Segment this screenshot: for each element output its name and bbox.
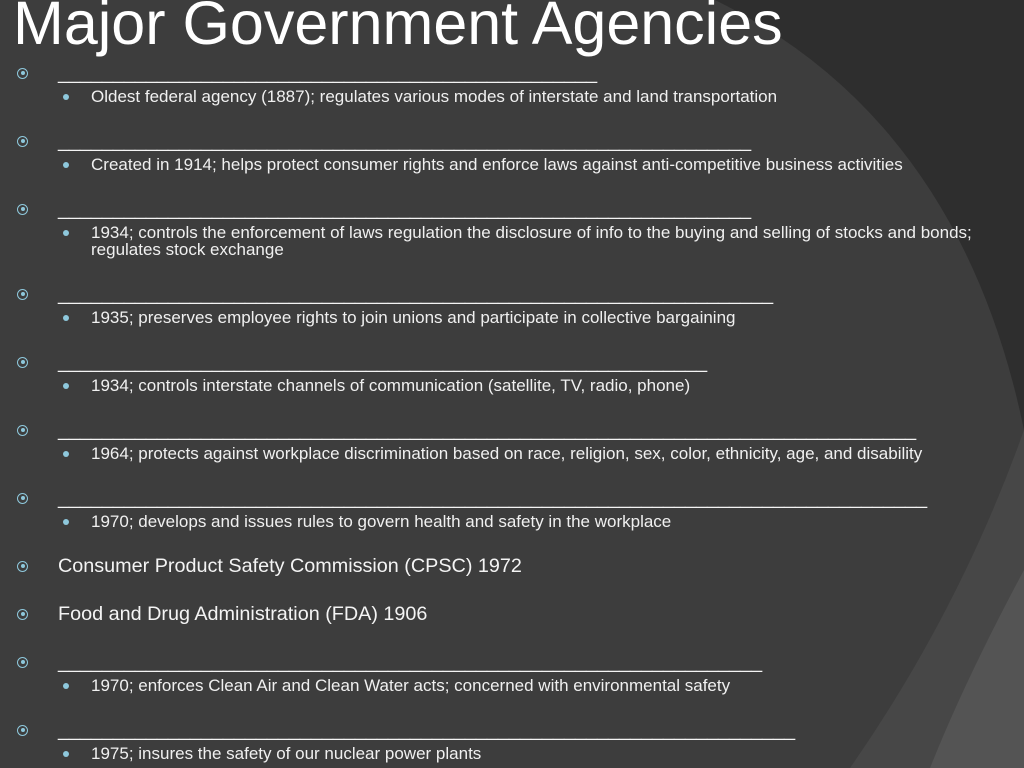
agency-description <box>0 445 1024 462</box>
agency-name-text: ___________________________________________________________________ <box>58 719 796 741</box>
slide-title: Major Government Agencies <box>13 0 783 57</box>
circled-dot-bullet-icon <box>17 357 28 368</box>
list-item <box>0 282 1024 326</box>
circled-dot-bullet-icon <box>17 68 28 79</box>
agency-name-text: _________________________________________________________________ <box>58 283 774 305</box>
agency-name-text: ________________________________________________________________ <box>58 651 763 673</box>
agency-name <box>0 197 1024 221</box>
agency-description <box>0 677 1024 694</box>
agency-description-text: 1964; protects against workplace discrimination based on race, religion, sex, color, ethnicity, age, and disability <box>91 444 923 463</box>
agency-description <box>0 224 1024 258</box>
agency-description-text: 1934; controls interstate channels of communication (satellite, TV, radio, phone) <box>91 376 691 395</box>
circled-dot-bullet-icon <box>17 657 28 668</box>
dot-bullet-icon <box>63 751 69 757</box>
dot-bullet-icon <box>63 230 69 236</box>
agency-name-text: ___________________________________________________________ <box>58 351 708 373</box>
agency-name <box>0 602 1024 626</box>
agency-name <box>0 61 1024 85</box>
list-item <box>0 61 1024 105</box>
circled-dot-bullet-icon <box>17 609 28 620</box>
agency-description-text: 1975; insures the safety of our nuclear power plants <box>91 744 482 763</box>
agency-name-text: Consumer Product Safety Commission (CPSC) 1972 <box>58 555 522 577</box>
dot-bullet-icon <box>63 519 69 525</box>
circled-dot-bullet-icon <box>17 561 28 572</box>
agency-name <box>0 282 1024 306</box>
list-item <box>0 554 1024 578</box>
agency-description <box>0 156 1024 173</box>
list-item <box>0 350 1024 394</box>
circled-dot-bullet-icon <box>17 289 28 300</box>
dot-bullet-icon <box>63 315 69 321</box>
agency-description-text: Oldest federal agency (1887); regulates various modes of interstate and land transportation <box>91 87 778 106</box>
agency-description <box>0 88 1024 105</box>
agency-name <box>0 650 1024 674</box>
dot-bullet-icon <box>63 383 69 389</box>
list-item <box>0 486 1024 530</box>
dot-bullet-icon <box>63 94 69 100</box>
circled-dot-bullet-icon <box>17 725 28 736</box>
list-item <box>0 718 1024 762</box>
agency-name-text: _________________________________________________ <box>58 62 598 84</box>
circled-dot-bullet-icon <box>17 204 28 215</box>
agency-description <box>0 309 1024 326</box>
agency-name <box>0 129 1024 153</box>
agency-name <box>0 718 1024 742</box>
agency-name <box>0 554 1024 578</box>
list-item <box>0 197 1024 258</box>
agency-description <box>0 745 1024 762</box>
agency-name-text: ______________________________________________________________________________ <box>58 419 917 441</box>
circled-dot-bullet-icon <box>17 425 28 436</box>
circled-dot-bullet-icon <box>17 493 28 504</box>
agency-description-text: 1970; enforces Clean Air and Clean Water acts; concerned with environmental safety <box>91 676 731 695</box>
list-item <box>0 602 1024 626</box>
agency-name-text: Food and Drug Administration (FDA) 1906 <box>58 603 428 625</box>
circled-dot-bullet-icon <box>17 136 28 147</box>
agency-description-text: 1935; preserves employee rights to join unions and participate in collective bargaining <box>91 308 736 327</box>
agency-name-text: _______________________________________________________________ <box>58 198 752 220</box>
agency-name <box>0 418 1024 442</box>
agency-description-text: 1970; develops and issues rules to govern health and safety in the workplace <box>91 512 672 531</box>
agency-description <box>0 377 1024 394</box>
dot-bullet-icon <box>63 162 69 168</box>
agency-name-text: _______________________________________________________________ <box>58 130 752 152</box>
agency-name-text: _______________________________________________________________________________ <box>58 487 928 509</box>
agency-name <box>0 486 1024 510</box>
list-item <box>0 129 1024 173</box>
agency-name <box>0 350 1024 374</box>
dot-bullet-icon <box>63 451 69 457</box>
agency-description-text: 1934; controls the enforcement of laws regulation the disclosure of info to the buying and selling of stocks and bonds; regulates stock exchange <box>91 223 972 259</box>
list-item <box>0 418 1024 462</box>
dot-bullet-icon <box>63 683 69 689</box>
list-item <box>0 650 1024 694</box>
agency-list <box>0 61 1024 762</box>
agency-description-text: Created in 1914; helps protect consumer rights and enforce laws against anti-competitive business activities <box>91 155 903 174</box>
agency-description <box>0 513 1024 530</box>
